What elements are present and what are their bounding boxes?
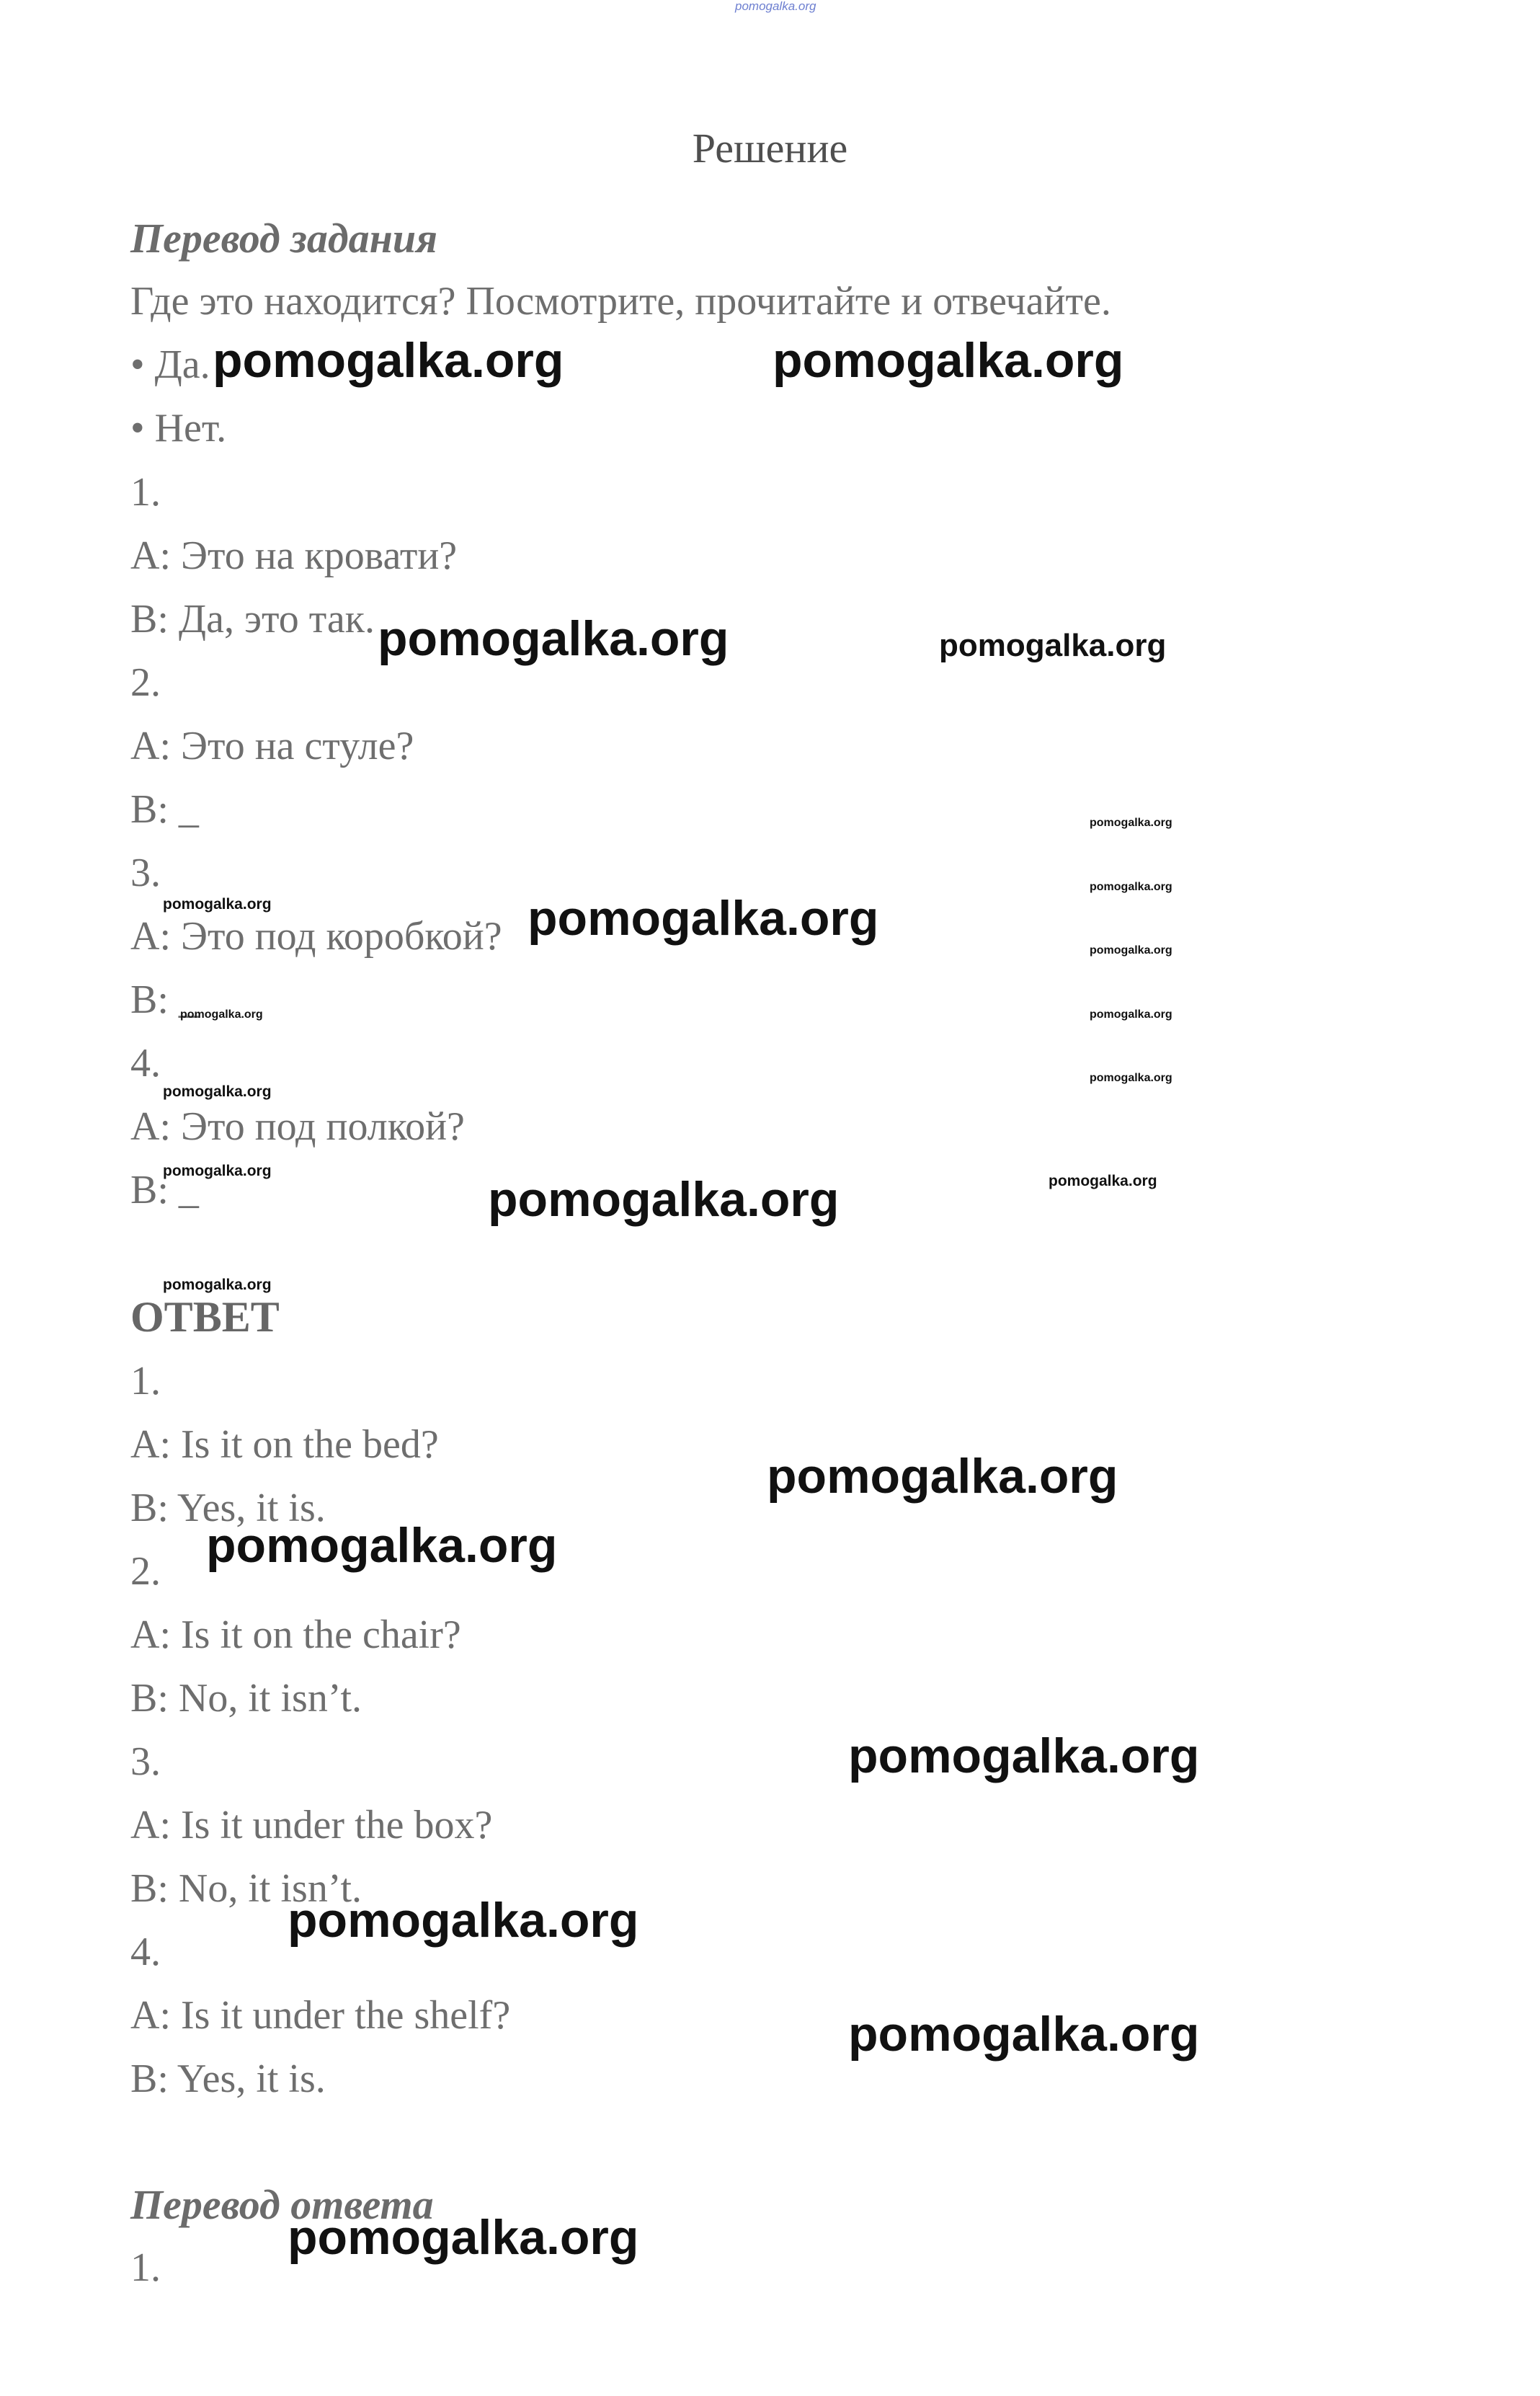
watermark: pomogalka.org: [213, 333, 564, 388]
answer-item-3-question: A: Is it under the box?: [130, 1803, 493, 1847]
answer-heading: ОТВЕТ: [130, 1293, 280, 1341]
watermark: pomogalka.org: [1090, 944, 1172, 957]
watermark: pomogalka.org: [488, 1172, 840, 1227]
watermark-top: pomogalka.org: [735, 0, 816, 13]
watermark: pomogalka.org: [773, 333, 1124, 388]
watermark: pomogalka.org: [163, 1277, 272, 1293]
task-item-4-num: 4.: [130, 1041, 161, 1086]
task-item-1-num: 1.: [130, 470, 161, 515]
watermark: pomogalka.org: [1090, 817, 1172, 829]
page-title: Решение: [692, 125, 848, 172]
watermark: pomogalka.org: [848, 1729, 1200, 1783]
task-item-2-question: A: Это на стуле?: [130, 724, 414, 768]
watermark: pomogalka.org: [848, 2007, 1200, 2062]
answer-item-1-num: 1.: [130, 1359, 161, 1403]
watermark: pomogalka.org: [288, 1893, 639, 1948]
watermark: pomogalka.org: [206, 1518, 558, 1573]
task-item-2-answer: B: _: [130, 787, 199, 832]
answer-item-3-answer: B: No, it isn’t.: [130, 1866, 362, 1911]
task-item-1-answer: B: Да, это так.: [130, 597, 375, 642]
watermark: pomogalka.org: [163, 896, 272, 913]
watermark: pomogalka.org: [1049, 1173, 1157, 1189]
task-heading: Перевод задания: [130, 215, 437, 262]
answer-item-1-answer: B: Yes, it is.: [130, 1486, 326, 1530]
watermark: pomogalka.org: [163, 1083, 272, 1100]
watermark: pomogalka.org: [180, 1008, 263, 1021]
task-item-1-question: A: Это на кровати?: [130, 533, 458, 578]
watermark: pomogalka.org: [1090, 1072, 1172, 1084]
answer-item-2-answer: B: No, it isn’t.: [130, 1676, 362, 1721]
watermark: pomogalka.org: [288, 2210, 639, 2265]
watermark: pomogalka.org: [939, 628, 1167, 663]
task-instruction: Где это находится? Посмотрите, прочитайте и отвечайте.: [130, 279, 1111, 324]
bullet-yes: • Да.: [130, 342, 210, 387]
translation-item-1-num: 1.: [130, 2245, 161, 2290]
watermark: pomogalka.org: [528, 891, 879, 946]
watermark: pomogalka.org: [163, 1163, 272, 1179]
answer-item-2-question: A: Is it on the chair?: [130, 1612, 461, 1657]
answer-item-4-answer: B: Yes, it is.: [130, 2056, 326, 2101]
task-item-4-answer: B: _: [130, 1168, 199, 1212]
answer-item-2-num: 2.: [130, 1549, 161, 1594]
watermark: pomogalka.org: [1090, 1008, 1172, 1021]
translation-heading: Перевод ответа: [130, 2181, 434, 2228]
task-item-3-num: 3.: [130, 851, 161, 895]
answer-item-4-question: A: Is it under the shelf?: [130, 1993, 511, 2038]
answer-item-4-num: 4.: [130, 1930, 161, 1974]
watermark: pomogalka.org: [378, 611, 729, 666]
task-item-4-question: A: Это под полкой?: [130, 1104, 465, 1149]
answer-item-3-num: 3.: [130, 1739, 161, 1784]
task-item-3-answer: B: _: [130, 977, 199, 1022]
task-item-2-num: 2.: [130, 660, 161, 705]
task-item-3-question: A: Это под коробкой?: [130, 914, 502, 959]
bullet-no: • Нет.: [130, 406, 227, 451]
watermark: pomogalka.org: [767, 1449, 1118, 1504]
watermark: pomogalka.org: [1090, 881, 1172, 893]
answer-item-1-question: A: Is it on the bed?: [130, 1422, 439, 1467]
